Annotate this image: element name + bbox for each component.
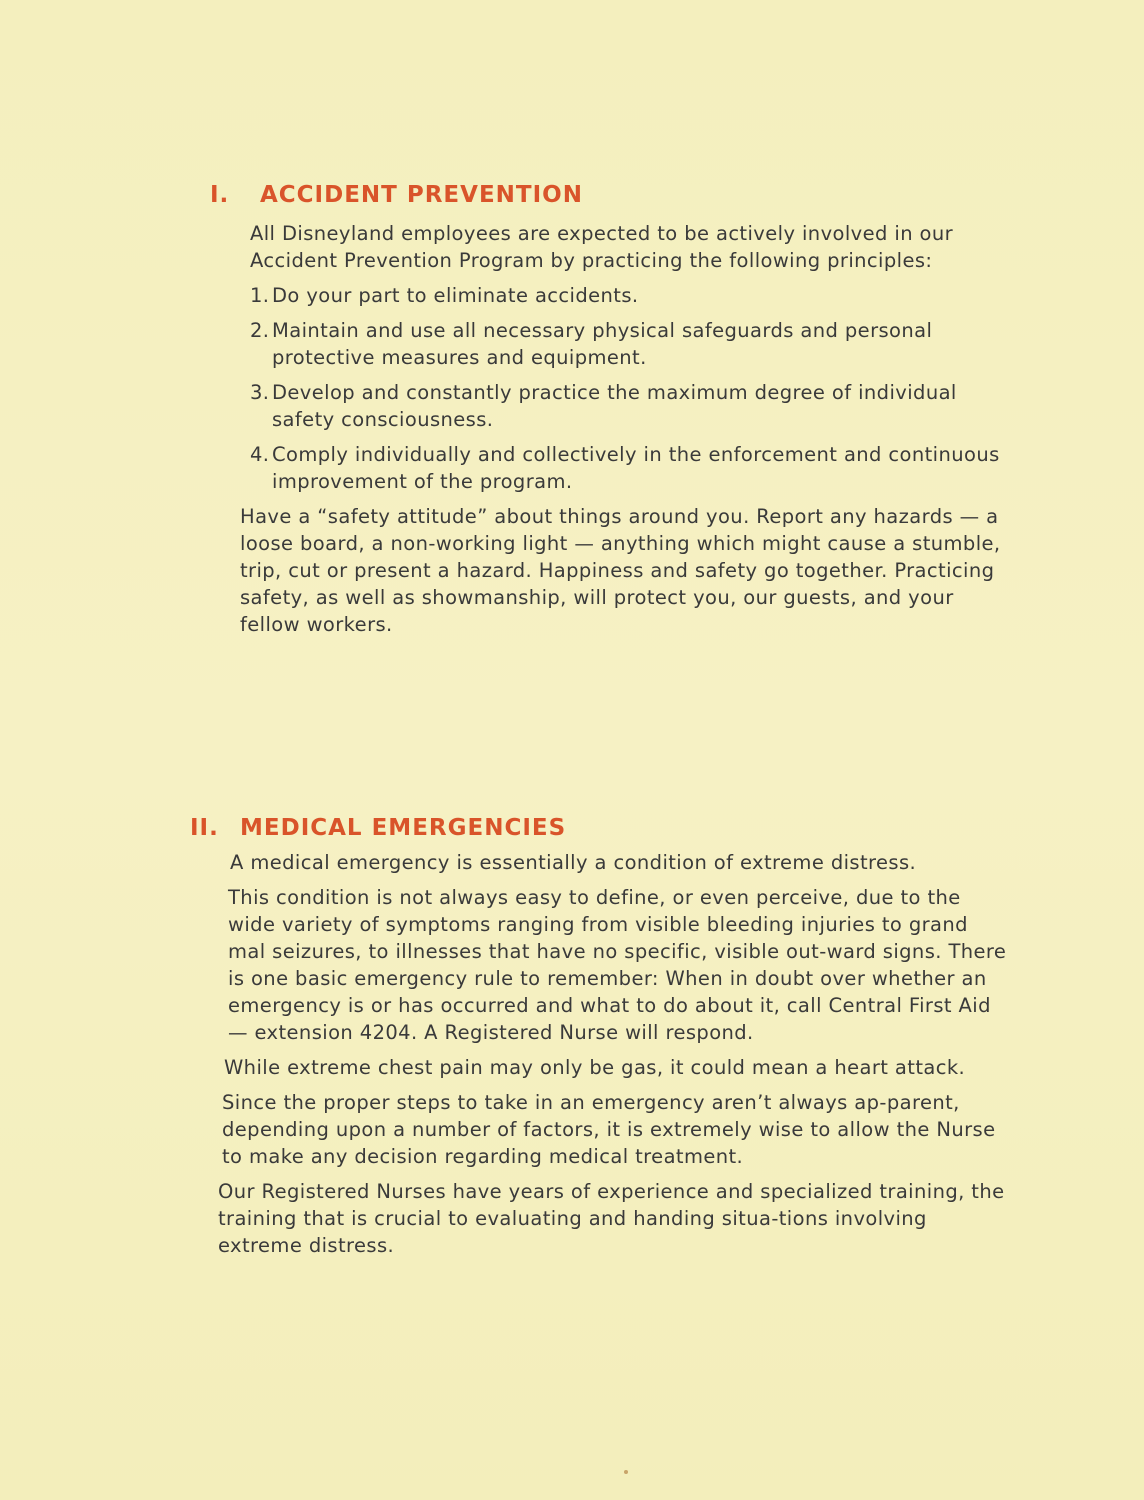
section-body — [218, 849, 1010, 1259]
list-text: Develop and constantly practice the maximum degree of individual safety consciousness. — [272, 381, 957, 431]
section-title: MEDICAL EMERGENCIES — [240, 815, 567, 841]
section-heading — [210, 182, 1010, 208]
paragraph: Since the proper steps to take in an emergency aren’t always ap-parent, depending upon a number of factors, it is extremely wise to allow the Nurse to make any decision regarding medical treatment. — [222, 1091, 996, 1168]
paragraph: A medical emergency is essentially a condition of extreme distress. — [230, 851, 917, 874]
section-body — [240, 220, 1010, 638]
section-title: ACCIDENT PREVENTION — [260, 182, 583, 208]
paper-speck — [624, 1470, 628, 1474]
list-item — [250, 282, 1010, 309]
list-text: Do your part to eliminate accidents. — [272, 284, 639, 307]
paragraph: While extreme chest pain may only be gas, it could mean a heart attack. — [224, 1056, 966, 1079]
intro-paragraph: All Disneyland employees are expected to be actively involved in our Accident Prevention Program by practicing the following principles: — [250, 222, 954, 272]
closing-paragraph: Have a “safety attitude” about things around you. Report any hazards — a loose board, a non-working light — anything which might cause a stumble, trip, cut or present a hazard. Happiness and safety go together. Practicing safety, as well as showmanship, will protect you, our guests, and your fellow workers. — [240, 505, 1001, 636]
paragraph: This condition is not always easy to define, or even perceive, due to the wide variety of symptoms ranging from visible bleeding injuries to grand mal seizures, to illnesses that have no specific, visible out-ward signs. There is one basic emergency rule to remember: When in doubt over whether an emergency is or has occurred and what to do about it, call Central First Aid — extension 4204. A Registered Nurse will respond. — [228, 886, 1007, 1044]
section-accident-prevention — [210, 182, 1010, 646]
paragraph: Our Registered Nurses have years of experience and specialized training, the training that is crucial to evaluating and handing situa-tions involving extreme distress. — [218, 1180, 1005, 1257]
list-number: 1. — [250, 284, 270, 307]
list-item — [250, 441, 1010, 495]
list-item — [250, 317, 1010, 371]
section-heading — [190, 815, 1010, 841]
list-text: Maintain and use all necessary physical safeguards and personal protective measures and equipment. — [272, 319, 933, 369]
section-medical-emergencies — [190, 815, 1010, 1267]
list-text: Comply individually and collectively in the enforcement and continuous improvement of the program. — [272, 443, 1000, 493]
section-numeral: I. — [210, 182, 230, 208]
list-number: 2. — [250, 319, 270, 342]
list-number: 4. — [250, 443, 270, 466]
list-item — [250, 379, 1010, 433]
list-number: 3. — [250, 381, 270, 404]
section-numeral: II. — [190, 815, 219, 841]
